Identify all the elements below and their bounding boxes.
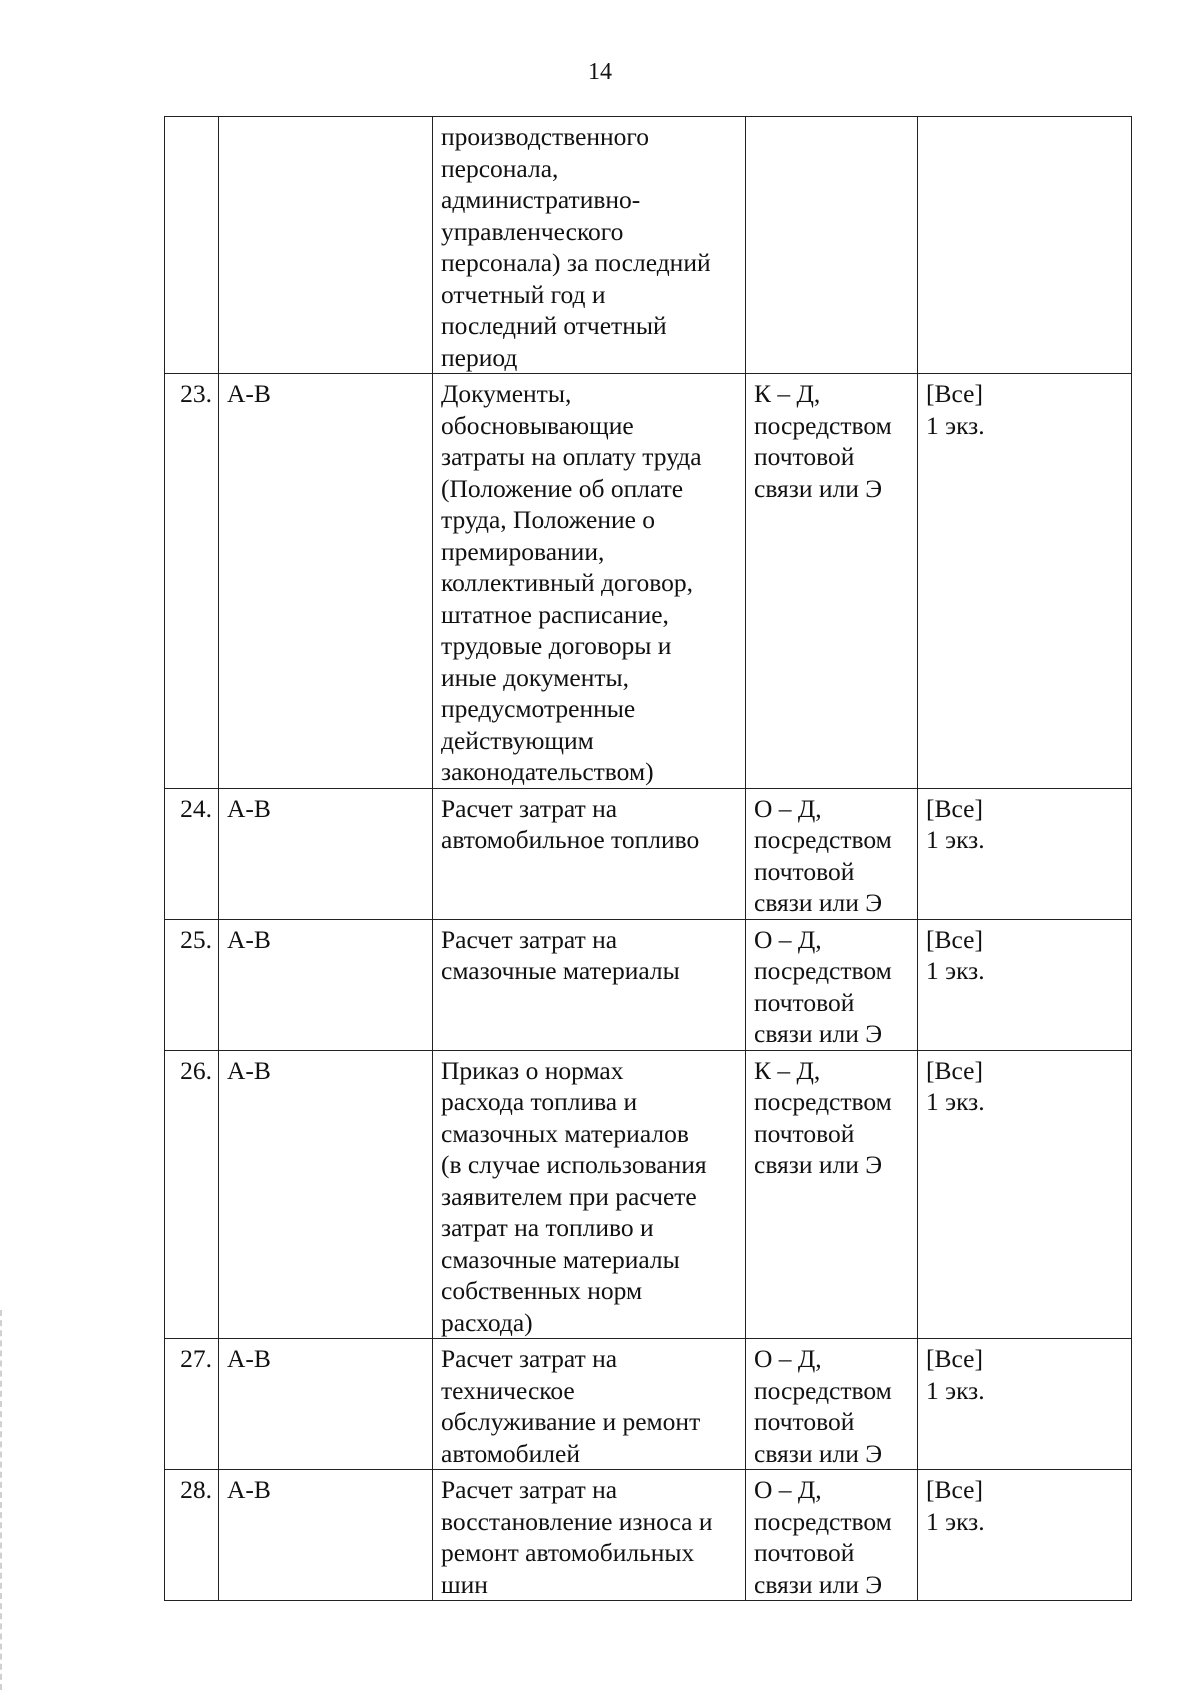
applicant-category: А-В bbox=[219, 374, 433, 789]
table-row bbox=[165, 1470, 1132, 1601]
submission-form: О – Д, посредством почтовой связи или Э bbox=[746, 788, 918, 919]
table-row bbox=[165, 1339, 1132, 1470]
applicant-category: А-В bbox=[219, 1050, 433, 1339]
documents-table bbox=[164, 116, 1132, 1601]
document-name: Документы, обосновывающие затраты на оплату труда (Положение об оплате труда, Положение о премировании, коллективный договор, штатное расписание, трудовые договоры и иные документы, предусмотренные действующим законодательством) bbox=[433, 374, 746, 789]
row-number: 26. bbox=[165, 1050, 219, 1339]
document-name: Расчет затрат на техническое обслуживание и ремонт автомобилей bbox=[433, 1339, 746, 1470]
copies-count: [Все] 1 экз. bbox=[918, 1339, 1132, 1470]
applicant-category: А-В bbox=[219, 1470, 433, 1601]
copies-count: [Все] 1 экз. bbox=[918, 1050, 1132, 1339]
copies-count: [Все] 1 экз. bbox=[918, 1470, 1132, 1601]
submission-form bbox=[746, 117, 918, 374]
document-name: производственного персонала, административно- управленческого персонала) за последний отчетный год и последний отчетный период bbox=[433, 117, 746, 374]
submission-form: О – Д, посредством почтовой связи или Э bbox=[746, 919, 918, 1050]
submission-form: О – Д, посредством почтовой связи или Э bbox=[746, 1339, 918, 1470]
submission-form: К – Д, посредством почтовой связи или Э bbox=[746, 1050, 918, 1339]
document-name: Расчет затрат на автомобильное топливо bbox=[433, 788, 746, 919]
row-number: 24. bbox=[165, 788, 219, 919]
page-number: 14 bbox=[588, 59, 612, 85]
copies-count bbox=[918, 117, 1132, 374]
table-row bbox=[165, 374, 1132, 789]
submission-form: О – Д, посредством почтовой связи или Э bbox=[746, 1470, 918, 1601]
applicant-category bbox=[219, 117, 433, 374]
applicant-category: А-В bbox=[219, 788, 433, 919]
table-row bbox=[165, 788, 1132, 919]
row-number: 28. bbox=[165, 1470, 219, 1601]
applicant-category: А-В bbox=[219, 1339, 433, 1470]
row-number: 27. bbox=[165, 1339, 219, 1470]
row-number: 25. bbox=[165, 919, 219, 1050]
submission-form: К – Д, посредством почтовой связи или Э bbox=[746, 374, 918, 789]
applicant-category: А-В bbox=[219, 919, 433, 1050]
table-row bbox=[165, 1050, 1132, 1339]
copies-count: [Все] 1 экз. bbox=[918, 919, 1132, 1050]
scan-edge-marks bbox=[0, 1310, 6, 1690]
table-row bbox=[165, 919, 1132, 1050]
copies-count: [Все] 1 экз. bbox=[918, 788, 1132, 919]
row-number: 23. bbox=[165, 374, 219, 789]
document-name: Расчет затрат на смазочные материалы bbox=[433, 919, 746, 1050]
row-number bbox=[165, 117, 219, 374]
document-name: Приказ о нормах расхода топлива и смазочных материалов (в случае использования заявителем при расчете затрат на топливо и смазочные материалы собственных норм расхода) bbox=[433, 1050, 746, 1339]
table-row bbox=[165, 117, 1132, 374]
document-name: Расчет затрат на восстановление износа и ремонт автомобильных шин bbox=[433, 1470, 746, 1601]
copies-count: [Все] 1 экз. bbox=[918, 374, 1132, 789]
